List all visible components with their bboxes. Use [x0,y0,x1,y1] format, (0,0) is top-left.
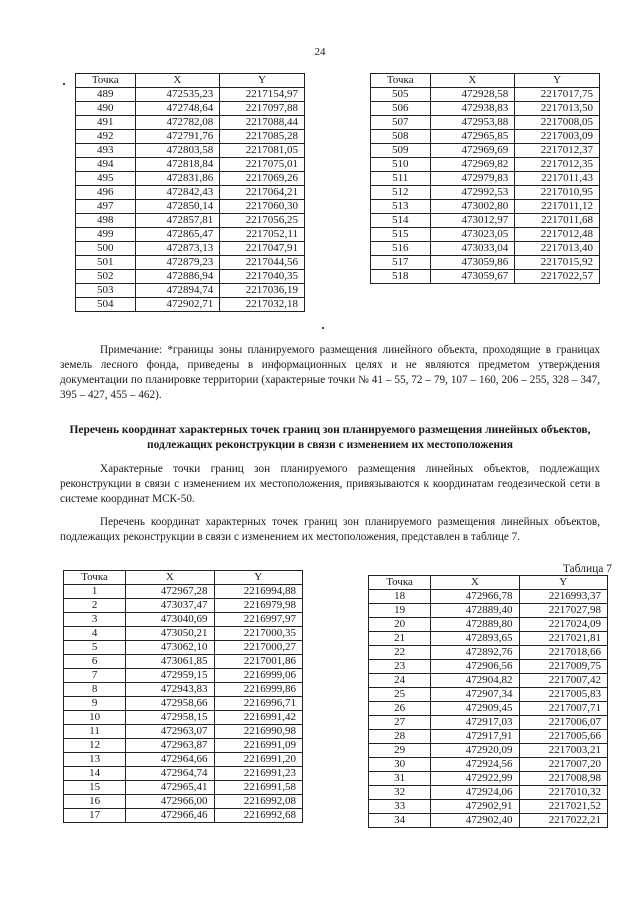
cell-y: 2217011,43 [515,172,600,186]
cell-y: 2216990,98 [214,725,302,739]
table-row [371,144,600,158]
cell-point: 500 [76,242,136,256]
cell-point: 16 [64,795,126,809]
cell-y: 2217007,20 [519,758,607,772]
table-row [76,298,305,312]
cell-point: 24 [369,674,431,688]
table-row [64,655,303,669]
cell-y: 2216997,97 [214,613,302,627]
table-row [371,228,600,242]
cell-point: 20 [369,618,431,632]
cell-x: 472928,58 [430,88,515,102]
cell-x: 472943,83 [126,683,214,697]
cell-x: 472803,58 [135,144,220,158]
cell-x: 472902,71 [135,298,220,312]
cell-x: 473062,10 [126,641,214,655]
table-row [369,590,608,604]
cell-point: 4 [64,627,126,641]
cell-y: 2217010,32 [519,786,607,800]
cell-point: 493 [76,144,136,158]
cell-y: 2217012,37 [515,144,600,158]
cell-x: 472922,99 [431,772,519,786]
cell-y: 2217040,35 [220,270,305,284]
cell-y: 2217075,01 [220,158,305,172]
cell-y: 2217008,98 [519,772,607,786]
cell-y: 2217003,21 [519,744,607,758]
cell-y: 2217097,88 [220,102,305,116]
cell-y: 2217013,50 [515,102,600,116]
table-row [369,716,608,730]
table-row [64,809,303,823]
cell-x: 473037,47 [126,599,214,613]
cell-x: 472748,64 [135,102,220,116]
table-row [64,599,303,613]
cell-x: 472886,94 [135,270,220,284]
cell-y: 2216991,09 [214,739,302,753]
cell-y: 2217007,42 [519,674,607,688]
cell-x: 472969,82 [430,158,515,172]
cell-x: 472979,83 [430,172,515,186]
table-row [369,730,608,744]
cell-y: 2217044,56 [220,256,305,270]
table-row [64,781,303,795]
cell-y: 2217011,68 [515,214,600,228]
cell-point: 514 [371,214,431,228]
coords-table-top-right [370,73,600,284]
cell-point: 1 [64,585,126,599]
cell-y: 2217000,27 [214,641,302,655]
cell-x: 473012,97 [430,214,515,228]
table-row [76,144,305,158]
cell-point: 491 [76,116,136,130]
cell-point: 27 [369,716,431,730]
cell-y: 2216996,71 [214,697,302,711]
cell-y: 2217000,35 [214,627,302,641]
table-row [369,632,608,646]
table-row [369,800,608,814]
cell-x: 472964,66 [126,753,214,767]
cell-x: 472791,76 [135,130,220,144]
cell-x: 472964,74 [126,767,214,781]
cell-y: 2217021,52 [519,800,607,814]
cell-y: 2217060,30 [220,200,305,214]
table-row [369,604,608,618]
cell-point: 496 [76,186,136,200]
cell-y: 2217005,83 [519,688,607,702]
cell-y: 2217052,11 [220,228,305,242]
table-row [64,585,303,599]
table-row [371,242,600,256]
cell-y: 2217017,75 [515,88,600,102]
cell-x: 472966,46 [126,809,214,823]
cell-point: 502 [76,270,136,284]
cell-x: 472965,85 [430,130,515,144]
cell-x: 472966,00 [126,795,214,809]
col-header-y: Y [220,74,305,88]
cell-y: 2216992,68 [214,809,302,823]
cell-point: 6 [64,655,126,669]
cell-x: 472938,83 [430,102,515,116]
paragraph-2: Перечень координат характерных точек границ зон планируемого размещения линейных объектов, подлежащих реконструкции в связи с изменением их местоположения, представлен в таблице 7. [60,516,600,543]
table-row [76,116,305,130]
cell-point: 30 [369,758,431,772]
table-row [64,627,303,641]
cell-x: 472963,87 [126,739,214,753]
cell-x: 472818,84 [135,158,220,172]
cell-y: 2217001,86 [214,655,302,669]
scan-mark [322,327,324,329]
cell-x: 472850,14 [135,200,220,214]
cell-x: 472892,76 [431,646,519,660]
cell-x: 472902,91 [431,800,519,814]
cell-point: 516 [371,242,431,256]
cell-x: 472992,53 [430,186,515,200]
cell-x: 472953,88 [430,116,515,130]
cell-point: 504 [76,298,136,312]
cell-x: 472873,13 [135,242,220,256]
table-row [76,214,305,228]
table-row [64,669,303,683]
cell-y: 2217007,71 [519,702,607,716]
cell-point: 513 [371,200,431,214]
cell-x: 473023,05 [430,228,515,242]
cell-x: 472865,47 [135,228,220,242]
cell-point: 10 [64,711,126,725]
table-row [64,795,303,809]
cell-x: 472917,03 [431,716,519,730]
cell-point: 23 [369,660,431,674]
cell-y: 2217013,40 [515,242,600,256]
coords-table-7-right [368,575,608,828]
cell-point: 14 [64,767,126,781]
cell-point: 18 [369,590,431,604]
cell-y: 2216994,88 [214,585,302,599]
col-header-y: Y [519,576,607,590]
table-row [64,641,303,655]
cell-point: 494 [76,158,136,172]
table-row [369,786,608,800]
cell-y: 2217003,09 [515,130,600,144]
table-row [371,116,600,130]
cell-point: 5 [64,641,126,655]
table-row [64,753,303,767]
col-header-y: Y [515,74,600,88]
cell-x: 472906,56 [431,660,519,674]
table-row [76,242,305,256]
table-row [369,618,608,632]
cell-y: 2217006,07 [519,716,607,730]
cell-y: 2217069,26 [220,172,305,186]
cell-x: 472924,06 [431,786,519,800]
cell-point: 501 [76,256,136,270]
cell-x: 472909,45 [431,702,519,716]
table-row [369,772,608,786]
cell-y: 2217008,05 [515,116,600,130]
cell-point: 507 [371,116,431,130]
table-row [76,88,305,102]
cell-x: 472831,86 [135,172,220,186]
cell-y: 2216979,98 [214,599,302,613]
table-row [371,256,600,270]
cell-x: 473050,21 [126,627,214,641]
cell-point: 495 [76,172,136,186]
col-header-y: Y [214,571,302,585]
cell-x: 473033,04 [430,242,515,256]
cell-x: 472782,08 [135,116,220,130]
cell-point: 518 [371,270,431,284]
cell-point: 25 [369,688,431,702]
cell-x: 472894,74 [135,284,220,298]
cell-point: 510 [371,158,431,172]
cell-y: 2217047,91 [220,242,305,256]
cell-x: 473059,67 [430,270,515,284]
cell-y: 2217005,66 [519,730,607,744]
cell-y: 2217022,57 [515,270,600,284]
table-row [369,702,608,716]
col-header-point: Точка [76,74,136,88]
cell-point: 26 [369,702,431,716]
table-row [369,660,608,674]
table-row [371,172,600,186]
coords-table-top-left [75,73,305,312]
cell-x: 472963,07 [126,725,214,739]
table-header-row [76,74,305,88]
cell-point: 12 [64,739,126,753]
table-row [76,284,305,298]
cell-point: 22 [369,646,431,660]
table-caption: Таблица 7 [562,563,612,575]
cell-point: 13 [64,753,126,767]
table-row [64,767,303,781]
table-row [76,200,305,214]
cell-point: 492 [76,130,136,144]
section-heading: Перечень координат характерных точек границ зон планируемого размещения линейных объектов, подлежащих реконструкции в связи с изменением их местоположения [69,424,591,451]
cell-x: 472958,15 [126,711,214,725]
cell-x: 473059,86 [430,256,515,270]
cell-y: 2217012,48 [515,228,600,242]
cell-y: 2217027,98 [519,604,607,618]
cell-x: 472917,91 [431,730,519,744]
table-row [64,739,303,753]
cell-point: 515 [371,228,431,242]
table-header-row [371,74,600,88]
table-row [64,725,303,739]
cell-point: 3 [64,613,126,627]
table-row [371,200,600,214]
cell-x: 472920,09 [431,744,519,758]
cell-point: 15 [64,781,126,795]
col-header-x: X [430,74,515,88]
cell-x: 472966,78 [431,590,519,604]
cell-y: 2217018,66 [519,646,607,660]
cell-x: 472958,66 [126,697,214,711]
table-row [371,102,600,116]
cell-y: 2217012,35 [515,158,600,172]
cell-y: 2216991,23 [214,767,302,781]
note-text: Примечание: *границы зоны планируемого размещения линейного объекта, проходящие в границах земель лесного фонда, приведены в информационных целях и не являются предметом утверждения документации по планировке территории (характерные точки № 41 – 55, 72 – 79, 107 – 160, 206 – 255, 328 – 347, 395 – 427, 455 – 462). [60,344,600,401]
cell-point: 29 [369,744,431,758]
table-row [76,158,305,172]
col-header-x: X [431,576,519,590]
cell-y: 2217088,44 [220,116,305,130]
cell-point: 31 [369,772,431,786]
cell-y: 2217009,75 [519,660,607,674]
cell-point: 511 [371,172,431,186]
cell-y: 2217015,92 [515,256,600,270]
table-row [76,130,305,144]
cell-point: 19 [369,604,431,618]
cell-x: 472904,82 [431,674,519,688]
col-header-point: Точка [64,571,126,585]
cell-y: 2216991,20 [214,753,302,767]
table-row [371,270,600,284]
col-header-x: X [135,74,220,88]
cell-point: 505 [371,88,431,102]
cell-x: 472857,81 [135,214,220,228]
cell-point: 490 [76,102,136,116]
table-row [371,88,600,102]
col-header-point: Точка [369,576,431,590]
cell-x: 472535,23 [135,88,220,102]
cell-x: 472902,40 [431,814,519,828]
cell-y: 2217154,97 [220,88,305,102]
cell-y: 2217010,95 [515,186,600,200]
cell-point: 508 [371,130,431,144]
cell-point: 499 [76,228,136,242]
cell-point: 11 [64,725,126,739]
cell-point: 21 [369,632,431,646]
cell-point: 509 [371,144,431,158]
cell-y: 2216991,42 [214,711,302,725]
cell-y: 2216991,58 [214,781,302,795]
cell-point: 503 [76,284,136,298]
table-row [76,186,305,200]
cell-point: 2 [64,599,126,613]
table-row [76,256,305,270]
table-row [76,270,305,284]
cell-x: 473040,69 [126,613,214,627]
table-row [64,697,303,711]
page-number: 24 [314,46,326,58]
table-header-row [369,576,608,590]
cell-point: 33 [369,800,431,814]
table-row [371,158,600,172]
cell-x: 472889,40 [431,604,519,618]
cell-y: 2217021,81 [519,632,607,646]
cell-point: 498 [76,214,136,228]
cell-point: 489 [76,88,136,102]
cell-point: 7 [64,669,126,683]
cell-x: 473061,85 [126,655,214,669]
cell-x: 472889,80 [431,618,519,632]
cell-x: 472965,41 [126,781,214,795]
cell-y: 2216999,86 [214,683,302,697]
table-row [64,683,303,697]
cell-x: 472967,28 [126,585,214,599]
table-row [369,688,608,702]
cell-y: 2216999,06 [214,669,302,683]
cell-y: 2217011,12 [515,200,600,214]
table-row [369,744,608,758]
cell-y: 2217024,09 [519,618,607,632]
cell-point: 17 [64,809,126,823]
cell-point: 34 [369,814,431,828]
col-header-point: Точка [371,74,431,88]
cell-x: 472879,23 [135,256,220,270]
cell-y: 2217036,19 [220,284,305,298]
table-row [369,674,608,688]
cell-x: 472924,56 [431,758,519,772]
table-row [76,228,305,242]
paragraph-1: Характерные точки границ зон планируемого размещения линейных объектов, подлежащих реконструкции в связи с изменением их местоположения, привязываются к координатам геодезической сети в системе координат МСК-50. [60,463,600,505]
cell-point: 28 [369,730,431,744]
coords-table-7-left [63,570,303,823]
cell-point: 497 [76,200,136,214]
cell-point: 506 [371,102,431,116]
cell-y: 2216993,37 [519,590,607,604]
scan-mark [63,83,65,85]
col-header-x: X [126,571,214,585]
cell-point: 9 [64,697,126,711]
cell-point: 8 [64,683,126,697]
table-row [369,646,608,660]
cell-x: 473002,80 [430,200,515,214]
cell-y: 2217022,21 [519,814,607,828]
table-row [76,172,305,186]
cell-y: 2217064,21 [220,186,305,200]
cell-y: 2217032,18 [220,298,305,312]
cell-point: 512 [371,186,431,200]
table-row [64,613,303,627]
table-header-row [64,571,303,585]
table-row [371,214,600,228]
cell-x: 472893,65 [431,632,519,646]
cell-y: 2216992,08 [214,795,302,809]
table-row [369,814,608,828]
cell-point: 517 [371,256,431,270]
cell-y: 2217056,25 [220,214,305,228]
cell-x: 472969,69 [430,144,515,158]
table-row [371,130,600,144]
cell-y: 2217085,28 [220,130,305,144]
cell-y: 2217081,05 [220,144,305,158]
table-row [64,711,303,725]
table-row [371,186,600,200]
cell-x: 472842,43 [135,186,220,200]
table-row [76,102,305,116]
table-row [369,758,608,772]
cell-point: 32 [369,786,431,800]
cell-x: 472959,15 [126,669,214,683]
cell-x: 472907,34 [431,688,519,702]
